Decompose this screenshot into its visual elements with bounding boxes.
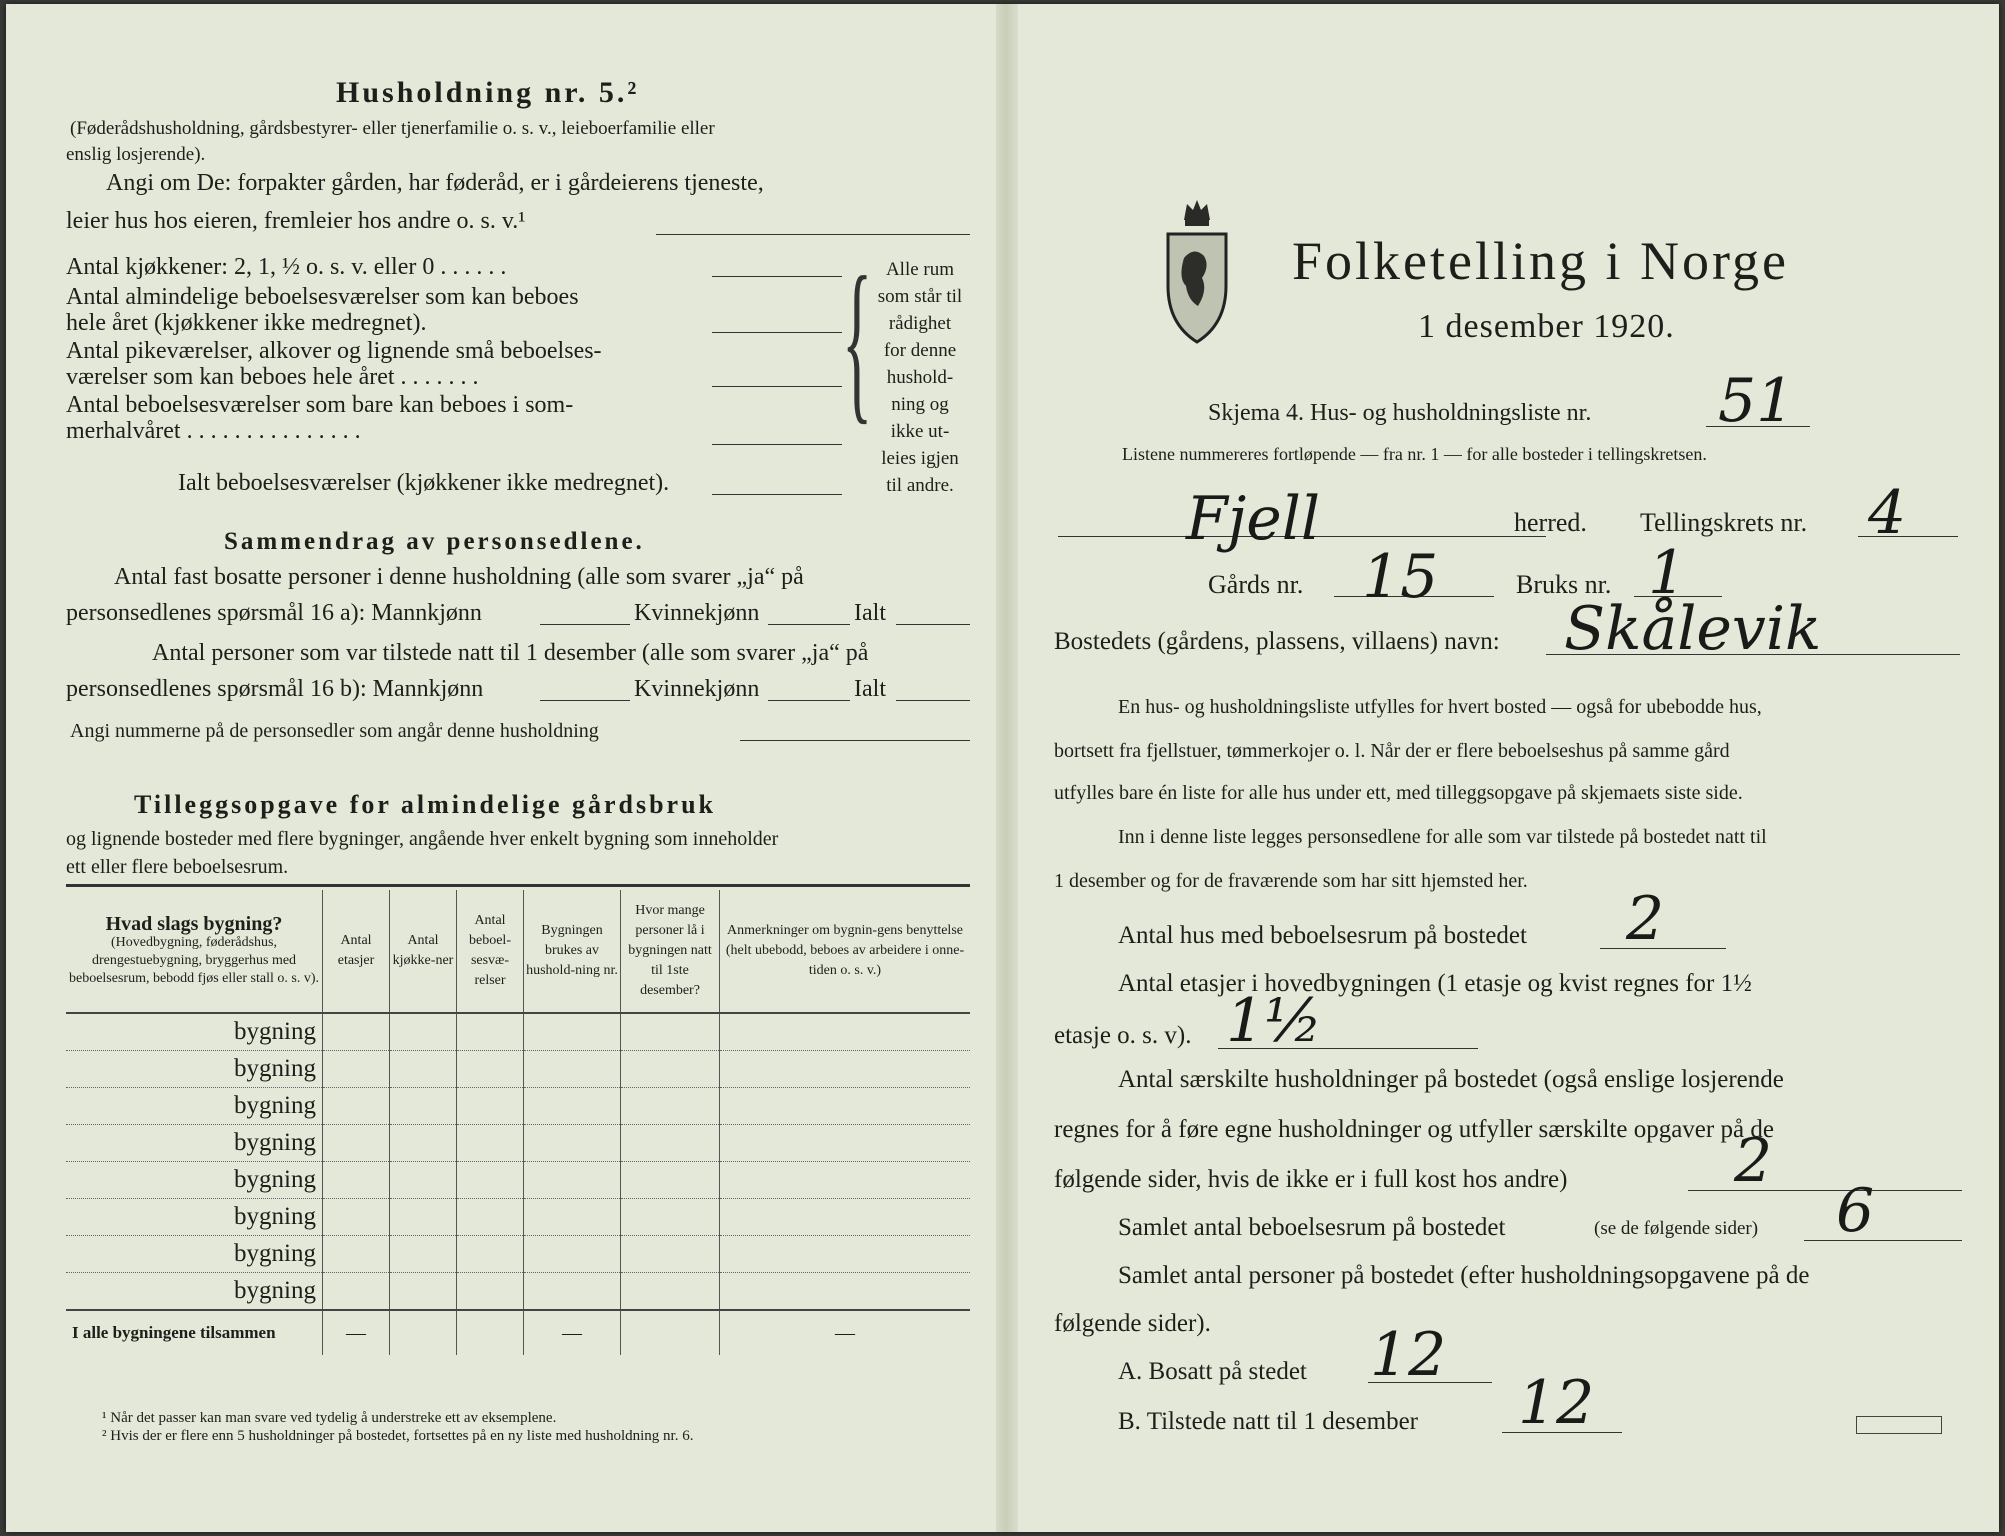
- rom-label: Samlet antal beboelsesrum på bostedet: [1118, 1214, 1506, 1241]
- summary-present-line-1: Antal personer som var tilstede natt til 1 desember (alle som svarer „ja“ på: [152, 640, 869, 666]
- table-row: [66, 1273, 970, 1311]
- rooms-ordinary: Antal almindelige beboelsesværelser som kan beboes: [66, 284, 579, 310]
- household-title: Husholdning nr. 5.²: [336, 76, 640, 109]
- rooms-small: Antal pikeværelser, alkover og lignende små beboelses-: [66, 338, 602, 364]
- col-rooms: Antal beboel-sesvæ-relser: [457, 890, 524, 1013]
- building-label: bygning: [66, 1162, 323, 1199]
- brace-note-line: ning og: [891, 394, 949, 415]
- col-kitchens: Antal kjøkke-ner: [390, 890, 457, 1013]
- summary-present-line-2: personsedlenes spørsmål 16 b): Mannkjønn: [66, 676, 484, 702]
- fast-male-line: [540, 624, 630, 625]
- total-remarks: —: [720, 1310, 971, 1355]
- hus-value: 2: [1626, 884, 1665, 954]
- table-row: [66, 1051, 970, 1088]
- bruks-label: Bruks nr.: [1516, 570, 1612, 599]
- bosatt-value: 12: [1370, 1320, 1447, 1390]
- intro-line-2: bortsett fra fjellstuer, tømmerkojer o. l. Når der er flere beboelseshus på samme gård: [1054, 740, 1730, 762]
- husholdninger-label-2: regnes for å føre egne husholdninger og utfyller særskilte opgaver på de: [1054, 1116, 1774, 1143]
- brace-note-line: hushold-: [886, 367, 954, 388]
- bosted-value: Skålevik: [1564, 594, 1822, 664]
- farm-title: Tilleggsopgave for almindelige gårdsbruk: [134, 790, 717, 819]
- brace-note-line: til andre.: [886, 475, 954, 496]
- norway-coat-of-arms-icon: [1164, 194, 1230, 344]
- table-row: [66, 1162, 970, 1199]
- rooms-ordinary-2: hele året (kjøkkener ikke medregnet).: [66, 310, 427, 336]
- page-fold: [996, 4, 1018, 1532]
- building-label: bygning: [66, 1273, 323, 1311]
- tilstede-value: 12: [1518, 1368, 1595, 1438]
- footnote-1: ¹ Når det passer kan man svare ved tydelig å understreke ett av eksemplene.: [102, 1410, 557, 1426]
- listene-note: Listene nummereres fortløpende — fra nr. 1 — for alle bosteder i tellingskretsen.: [1122, 444, 1707, 464]
- summary-title: Sammendrag av personsedlene.: [224, 528, 645, 555]
- rooms-small-2: værelser som kan beboes hele året . . . . . . .: [66, 364, 479, 390]
- fast-female-label: Kvinnekjønn: [634, 600, 760, 626]
- etasjer-value: 1½: [1226, 986, 1323, 1056]
- col-building-type-title: Hvad slags bygning?: [105, 913, 283, 935]
- numbers-answer-line: [740, 740, 970, 741]
- footnote-2: ² Hvis der er flere enn 5 husholdninger på bostedet, fortsettes på en ny liste med husholdning nr. 6.: [102, 1428, 694, 1444]
- gards-label: Gårds nr.: [1208, 570, 1304, 599]
- table-row: [66, 1199, 970, 1236]
- rom-line: [1804, 1240, 1962, 1241]
- table-top-rule: [66, 884, 970, 887]
- summary-fast-line-2: personsedlenes spørsmål 16 a): Mannkjønn: [66, 600, 482, 626]
- husholdninger-line: [1688, 1190, 1962, 1191]
- intro-line-1: En hus- og husholdningsliste utfylles for hvert bosted — også for ubebodde hus,: [1118, 696, 1762, 718]
- summary-numbers: Angi nummerne på de personsedler som angår denne husholdning: [70, 720, 599, 742]
- household-subtitle-2: enslig losjerende).: [66, 144, 206, 165]
- present-female-line: [768, 700, 850, 701]
- bosted-label: Bostedets (gårdens, plassens, villaens) navn:: [1054, 628, 1500, 655]
- brace-note-line: rådighet: [888, 313, 952, 334]
- building-label: bygning: [66, 1199, 323, 1236]
- intro-line-4: Inn i denne liste legges personsedlene for alle som var tilstede på bostedet natt til: [1118, 826, 1767, 848]
- intro-line-3: utfylles bare én liste for alle hus under ett, med tilleggsopgave på skjemaets siste side.: [1054, 782, 1743, 804]
- etasjer-label-1: Antal etasjer i hovedbygningen (1 etasje og kvist regnes for 1½: [1118, 970, 1752, 997]
- rooms-summer: Antal beboelsesværelser som bare kan beboes i som-: [66, 392, 574, 418]
- herred-label: herred.: [1514, 508, 1587, 537]
- fast-female-line: [768, 624, 850, 625]
- col-persons: Hvor mange personer lå i bygningen natt til 1ste desember?: [621, 890, 720, 1013]
- building-label: bygning: [66, 1125, 323, 1162]
- skjema-label: Skjema 4. Hus- og husholdningsliste nr.: [1208, 400, 1592, 426]
- brace-note: [868, 256, 972, 499]
- hus-label: Antal hus med beboelsesrum på bostedet: [1118, 922, 1527, 949]
- total-floors: —: [323, 1310, 390, 1355]
- list-number-value: 51: [1718, 366, 1795, 436]
- building-label: bygning: [66, 1051, 323, 1088]
- building-label: bygning: [66, 1236, 323, 1273]
- col-remarks: Anmerkninger om bygnin-gens benyttelse (helt ubebodd, beboes av arbeidere i onne-tiden o. s. v.): [720, 890, 971, 1013]
- tellingskrets-value: 4: [1868, 478, 1907, 548]
- present-male-line: [540, 700, 630, 701]
- left-page: [6, 4, 996, 1532]
- form-title: Folketelling i Norge: [1292, 231, 1789, 291]
- rom-note: (se de følgende sider): [1594, 1218, 1759, 1239]
- angi-line-2: leier hus hos eieren, fremleier hos andre o. s. v.¹: [66, 208, 526, 234]
- farm-line-1: og lignende bosteder med flere bygninger, angående hver enkelt bygning som inneholder: [66, 828, 779, 850]
- printer-stamp: [1856, 1416, 1942, 1434]
- husholdninger-value: 2: [1734, 1126, 1773, 1196]
- husholdninger-label-1: Antal særskilte husholdninger på bostedet (også enslige losjerende: [1118, 1066, 1784, 1093]
- table-row: [66, 1013, 970, 1051]
- present-total-line: [896, 700, 970, 701]
- kitchens-answer-line: [712, 276, 842, 277]
- present-total-label: Ialt: [854, 676, 886, 702]
- buildings-table: [66, 890, 970, 1355]
- herred-value: Fjell: [1186, 484, 1321, 554]
- fast-total-line: [896, 624, 970, 625]
- present-female-label: Kvinnekjønn: [634, 676, 760, 702]
- personer-label-2: følgende sider).: [1054, 1310, 1211, 1337]
- bosatt-label: A. Bosatt på stedet: [1118, 1358, 1307, 1385]
- tellingskrets-label: Tellingskrets nr.: [1640, 508, 1808, 537]
- angi-answer-line: [656, 234, 970, 235]
- col-floors: Antal etasjer: [323, 890, 390, 1013]
- intro-line-5: 1 desember og for de fraværende som har sitt hjemsted her.: [1054, 870, 1528, 892]
- brace-note-line: leies igjen: [881, 448, 959, 469]
- rooms-kitchens: Antal kjøkkener: 2, 1, ½ o. s. v. eller 0 . . . . . .: [66, 254, 507, 280]
- gards-value: 15: [1362, 542, 1439, 612]
- form-date: 1 desember 1920.: [1418, 308, 1675, 345]
- brace-note-line: Alle rum: [885, 259, 955, 280]
- angi-line-1: Angi om De: forpakter gården, har føderåd, er i gårdeierens tjeneste,: [106, 170, 764, 196]
- total-household: —: [524, 1310, 621, 1355]
- table-row: [66, 1125, 970, 1162]
- table-total-row: [66, 1310, 970, 1355]
- summer-answer-line: [712, 444, 842, 445]
- bruks-value: 1: [1648, 538, 1687, 608]
- brace: {: [842, 240, 873, 439]
- rooms-total: Ialt beboelsesværelser (kjøkkener ikke medregnet).: [178, 470, 670, 496]
- summary-fast-line-1: Antal fast bosatte personer i denne husholdning (alle som svarer „ja“ på: [114, 564, 804, 590]
- total-label: I alle bygningene tilsammen: [66, 1310, 323, 1355]
- small-answer-line: [712, 386, 842, 387]
- table-row: [66, 1236, 970, 1273]
- brace-note-line: som står til: [877, 286, 963, 307]
- personer-label-1: Samlet antal personer på bostedet (efter husholdningsopgavene på de: [1118, 1262, 1810, 1289]
- husholdninger-label-3: følgende sider, hvis de ikke er i full kost hos andre): [1054, 1166, 1568, 1193]
- building-label: bygning: [66, 1088, 323, 1125]
- census-form-spread: [6, 4, 1999, 1532]
- fast-total-label: Ialt: [854, 600, 886, 626]
- col-building-type: [66, 890, 323, 1013]
- right-page: [1018, 4, 1999, 1532]
- tilstede-label: B. Tilstede natt til 1 desember: [1118, 1408, 1418, 1435]
- total-rooms-answer-line: [712, 494, 842, 495]
- brace-note-line: ikke ut-: [890, 421, 950, 442]
- table-row: [66, 1088, 970, 1125]
- brace-note-line: for denne: [883, 340, 957, 361]
- col-building-type-note: (Hovedbygning, føderådshus, drengestuebygning, bryggerhus med beboelsesrum, bebodd fjøs eller stall o. s. v).: [68, 935, 319, 986]
- col-household: Bygningen brukes av hushold-ning nr.: [524, 890, 621, 1013]
- building-label: bygning: [66, 1013, 323, 1051]
- farm-line-2: ett eller flere beboelsesrum.: [66, 856, 289, 878]
- etasjer-label-2: etasje o. s. v).: [1054, 1022, 1192, 1049]
- ordinary-answer-line: [712, 332, 842, 333]
- household-subtitle: (Føderådshusholdning, gårdsbestyrer- eller tjenerfamilie o. s. v., leieboerfamilie eller: [70, 118, 715, 139]
- rom-value: 6: [1836, 1176, 1875, 1246]
- rooms-summer-2: merhalvåret . . . . . . . . . . . . . . .: [66, 418, 361, 444]
